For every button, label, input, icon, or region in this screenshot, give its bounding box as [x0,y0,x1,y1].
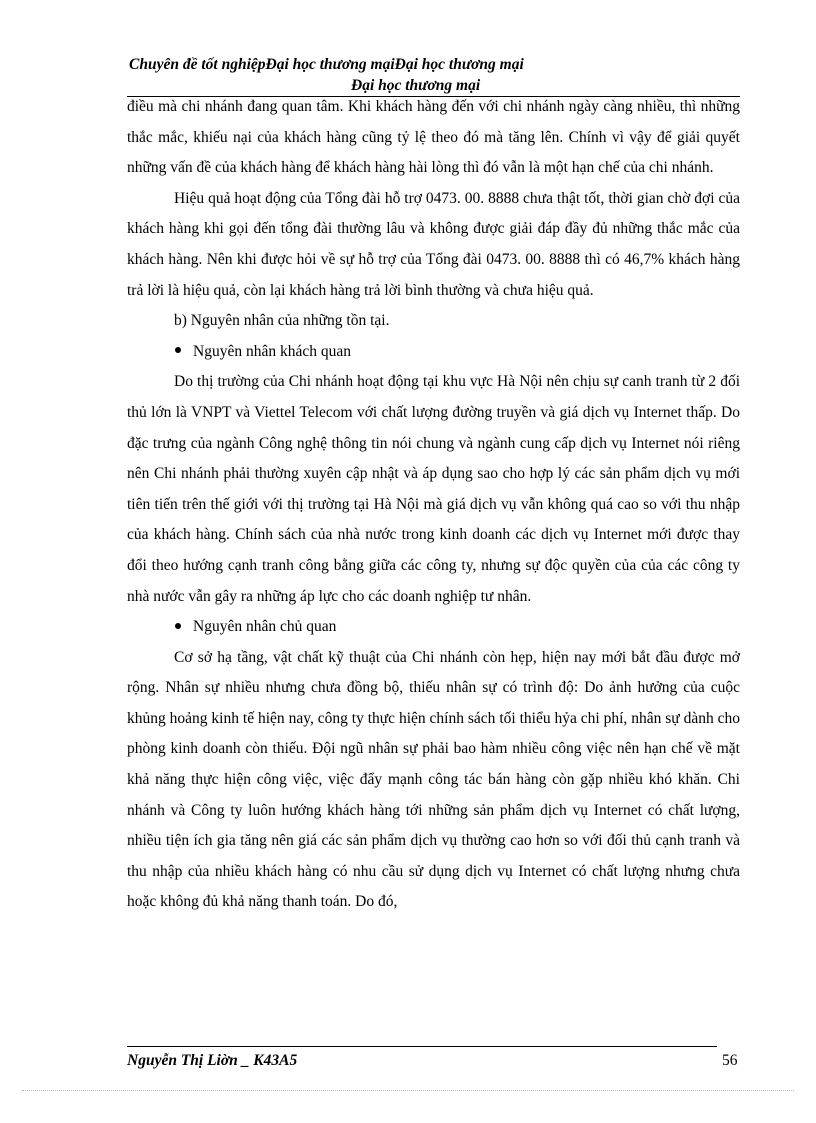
bullet-icon [175,623,181,629]
bullet-icon [175,347,181,353]
body-text [127,92,740,918]
footer-divider [127,1046,717,1047]
bullet-label: Nguyên nhân chủ quan [193,618,337,636]
paragraph-continuation: điều mà chi nhánh đang quan tâm. Khi khách hàng đến với chi nhánh ngày càng nhiều, thì những thắc mắc, khiếu nại của khách hàng cũng tỷ lệ theo đó mà tăng lên. Chính vì vậy để giải quyết những vấn đề của khách hàng để khách hàng hài lòng thì đó vẫn là một hạn chế của chi nhánh. [127,98,740,177]
bullet-subjective-causes [127,612,740,643]
section-heading-b: b) Nguyên nhân của những tồn tại. [174,312,390,330]
paragraph-objective-causes: Do thị trường của Chi nhánh hoạt động tại khu vực Hà Nội nên chịu sự canh tranh từ 2 đối thủ lớn là VNPT và Viettel Telecom với chất lượng đường truyền và giá dịch vụ Internet thấp. Do đặc trưng của ngành Công nghệ thông tin nói chung và ngành cung cấp dịch vụ Internet nói riêng nên Chi nhánh phải thường xuyên cập nhật và áp dụng sao cho hợp lý các sản phẩm dịch vụ mới tiên tiến trên thế giới với thị trường tại Hà Nội mà giá dịch vụ vẫn không quá cao so với thu nhập của khách hàng. Chính sách của nhà nước trong kinh doanh các dịch vụ Internet mới được thay đổi theo hướng cạnh tranh công bằng giữa các công ty, nhưng sự độc quyền của của các công ty nhà nước vẫn gây ra những áp lực cho các doanh nghiệp tư nhân. [127,373,740,605]
page-bottom-border [22,1090,794,1091]
page-number: 56 [722,1052,738,1069]
paragraph-hotline: Hiệu quả hoạt động của Tổng đài hỗ trợ 0473. 00. 8888 chưa thật tốt, thời gian chờ đợi của khách hàng khi gọi đến tổng đài thường lâu và không được giải đáp đầy đủ những thắc mắc của khách hàng. Nên khi được hỏi về sự hỗ trợ của Tổng đài 0473. 00. 8888 thì có 46,7% khách hàng trả lời là hiệu quả, còn lại khách hàng trả lời bình thường và chưa hiệu quả. [127,189,740,299]
paragraph-subjective-causes: Cơ sở hạ tầng, vật chất kỹ thuật của Chi nhánh còn hẹp, hiện nay mới bắt đầu được mở rộng. Nhân sự nhiều nhưng chưa đồng bộ, thiếu nhân sự có trình độ: Do ảnh hưởng của cuộc khủng hoảng kinh tế hiện nay, công ty thực hiện chính sách tối thiểu hỷa chi phí, nhân sự dành cho phòng kinh doanh còn thiếu. Đội ngũ nhân sự phải bao hàm nhiều công việc nên hạn chế về mặt khả năng thực hiện công việc, việc đẩy mạnh công tác bán hàng còn gặp nhiều khó khăn. Chi nhánh và Công ty luôn hướng khách hàng tới những sản phẩm dịch vụ Internet có chất lượng, nhiều tiện ích gia tăng nên giá các sản phẩm dịch vụ thường cao hơn so với đối thủ cạnh tranh và thu nhập của nhiều khách hàng có nhu cầu sử dụng dịch vụ Internet có chất lượng nhưng chưa hoặc không đủ khả năng thanh toán. Do đó, [127,648,740,911]
header-title-line1: Chuyên đề tốt nghiệpĐại học thương mạiĐại học thương mại [129,56,524,73]
bullet-objective-causes [127,337,740,368]
footer-author: Nguyễn Thị Liờn _ K43A5 [127,1052,298,1069]
bullet-label: Nguyên nhân khách quan [193,342,351,360]
header-title-line2: Đại học thương mại [351,77,481,94]
running-header [127,54,740,96]
